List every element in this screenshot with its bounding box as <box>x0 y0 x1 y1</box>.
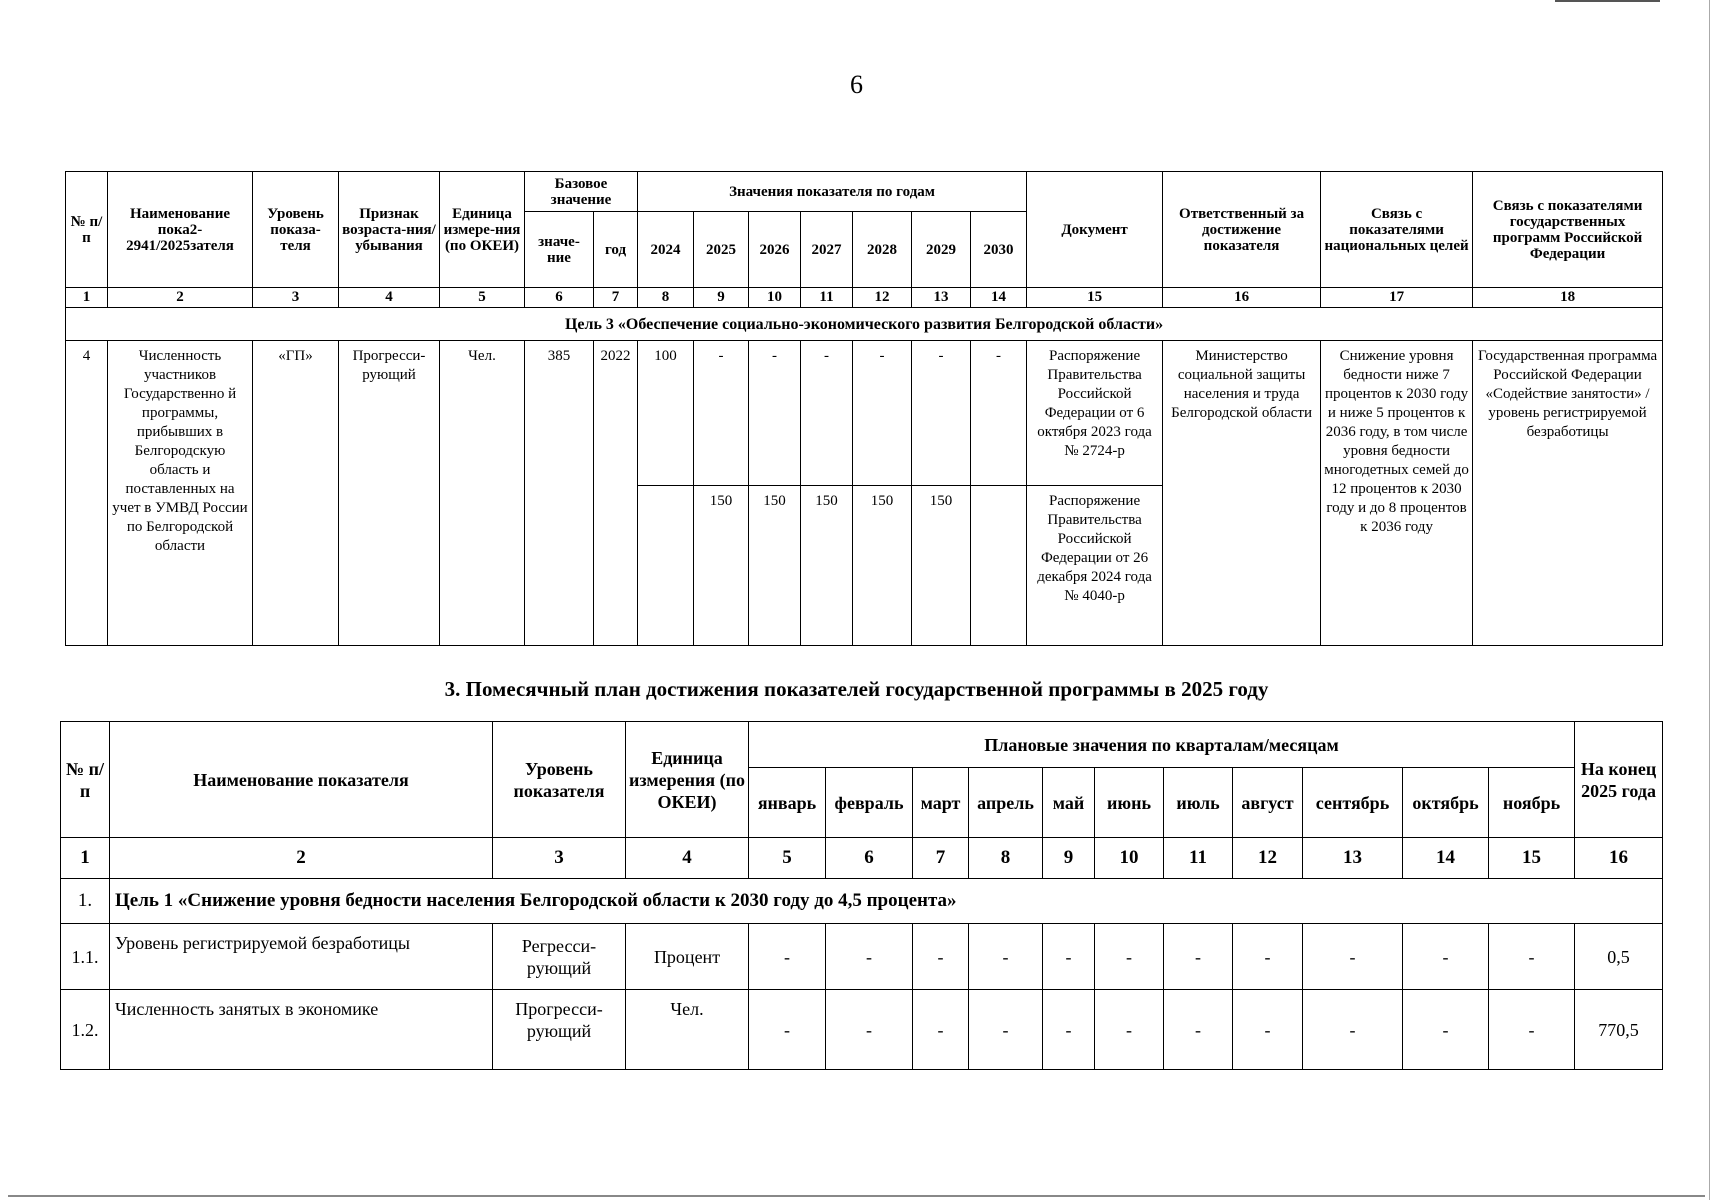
column-number: 18 <box>1473 288 1663 308</box>
year-end-value: 0,5 <box>1575 924 1663 990</box>
goal-row <box>66 308 1663 341</box>
value-2024: 100 <box>638 341 694 486</box>
header-base-year: год <box>594 212 638 288</box>
header-month: март <box>913 768 969 838</box>
column-number: 4 <box>626 838 749 879</box>
month-value: - <box>1233 990 1303 1070</box>
value-2028: 150 <box>853 486 912 646</box>
column-number: 15 <box>1027 288 1163 308</box>
month-value: - <box>1403 924 1489 990</box>
month-value: - <box>1489 990 1575 1070</box>
value-2030-empty <box>971 486 1027 646</box>
goal-num: 1. <box>61 879 110 924</box>
column-number: 1 <box>66 288 108 308</box>
value-2024-empty <box>638 486 694 646</box>
column-number: 12 <box>1233 838 1303 879</box>
value-2026: 150 <box>749 486 801 646</box>
column-number: 12 <box>853 288 912 308</box>
header-years-group: Значения показателя по годам <box>638 172 1027 212</box>
column-number: 8 <box>969 838 1043 879</box>
header-month: сентябрь <box>1303 768 1403 838</box>
column-number: 14 <box>971 288 1027 308</box>
header-month: май <box>1043 768 1095 838</box>
column-number: 10 <box>749 288 801 308</box>
page-number: 6 <box>850 70 863 99</box>
column-number: 6 <box>826 838 913 879</box>
value-2029: - <box>912 341 971 486</box>
column-number: 13 <box>1303 838 1403 879</box>
header-level: Уровень показа-теля <box>253 172 339 288</box>
month-value: - <box>969 990 1043 1070</box>
table-row <box>61 990 1663 1070</box>
header-base-value: значе-ние <box>525 212 594 288</box>
indicator-name: Численность занятых в экономике <box>110 990 493 1070</box>
value-2027: 150 <box>801 486 853 646</box>
value-2025: 150 <box>694 486 749 646</box>
month-value: - <box>1095 990 1164 1070</box>
month-value: - <box>1303 924 1403 990</box>
header-name: Наименование показателя <box>110 722 493 838</box>
header-plan-group: Плановые значения по кварталам/месяцам <box>749 722 1575 768</box>
indicator-unit: Чел. <box>440 341 525 646</box>
header-unit: Единица измере-ния (по ОКЕИ) <box>440 172 525 288</box>
month-value: - <box>749 990 826 1070</box>
national-goals-link: Снижение уровня бедности ниже 7 процентов к 2030 году и ниже 5 процентов к 2036 году, в том числе уровня бедности многодетных семей до 12 процентов к 2030 году и до 8 процентов к 2036 году <box>1321 341 1473 646</box>
header-year: 2030 <box>971 212 1027 288</box>
column-number: 2 <box>110 838 493 879</box>
column-numbers-row <box>61 838 1663 879</box>
right-edge-line <box>1709 0 1710 1200</box>
column-number: 17 <box>1321 288 1473 308</box>
month-value: - <box>826 990 913 1070</box>
row-num: 1.2. <box>61 990 110 1070</box>
bottom-edge-line <box>8 1195 1705 1197</box>
column-number: 10 <box>1095 838 1164 879</box>
header-level: Уровень показателя <box>493 722 626 838</box>
month-value: - <box>1095 924 1164 990</box>
column-number: 16 <box>1575 838 1663 879</box>
month-value: - <box>1403 990 1489 1070</box>
column-number: 8 <box>638 288 694 308</box>
month-value: - <box>1164 924 1233 990</box>
column-number: 16 <box>1163 288 1321 308</box>
table-row <box>66 341 1663 486</box>
indicator-name: Уровень регистрируемой безработицы <box>110 924 493 990</box>
row-num: 1.1. <box>61 924 110 990</box>
value-2030: - <box>971 341 1027 486</box>
header-month: февраль <box>826 768 913 838</box>
month-value: - <box>1233 924 1303 990</box>
column-number: 11 <box>801 288 853 308</box>
header-responsible: Ответственный за достижение показателя <box>1163 172 1321 288</box>
value-2026: - <box>749 341 801 486</box>
header-national-goals: Связь с показателями национальных целей <box>1321 172 1473 288</box>
value-2028: - <box>853 341 912 486</box>
monthly-plan-table <box>60 721 1663 1070</box>
top-edge-line <box>1555 0 1660 2</box>
state-programs-link: Государственная программа Российской Федерации «Содействие занятости» / уровень регистрируемой безработицы <box>1473 341 1663 646</box>
column-number: 13 <box>912 288 971 308</box>
indicator-trend: Прогресси-рующий <box>339 341 440 646</box>
header-num: № п/п <box>61 722 110 838</box>
document-a: Распоряжение Правительства Российской Федерации от 6 октября 2023 года № 2724-р <box>1027 341 1163 486</box>
header-unit: Единица измерения (по ОКЕИ) <box>626 722 749 838</box>
indicator-name: Численность участников Государственно й программы, прибывших в Белгородскую область и поставленных на учет в УМВД России по Белгородской области <box>108 341 253 646</box>
header-month: июнь <box>1095 768 1164 838</box>
column-number: 2 <box>108 288 253 308</box>
header-year: 2026 <box>749 212 801 288</box>
header-month: июль <box>1164 768 1233 838</box>
header-year-end: На конец 2025 года <box>1575 722 1663 838</box>
column-number: 14 <box>1403 838 1489 879</box>
month-value: - <box>1043 924 1095 990</box>
base-value: 385 <box>525 341 594 646</box>
column-number: 5 <box>749 838 826 879</box>
header-base: Базовое значение <box>525 172 638 212</box>
column-number: 6 <box>525 288 594 308</box>
indicator-level: Прогресси-рующий <box>493 990 626 1070</box>
year-end-value: 770,5 <box>1575 990 1663 1070</box>
row-num: 4 <box>66 341 108 646</box>
base-year: 2022 <box>594 341 638 646</box>
month-value: - <box>1164 990 1233 1070</box>
document-b: Распоряжение Правительства Российской Федерации от 26 декабря 2024 года № 4040-р <box>1027 486 1163 646</box>
header-name: Наименование пока2-2941/2025зателя <box>108 172 253 288</box>
column-number: 3 <box>253 288 339 308</box>
table-row <box>61 924 1663 990</box>
header-num: № п/п <box>66 172 108 288</box>
column-number: 9 <box>1043 838 1095 879</box>
header-document: Документ <box>1027 172 1163 288</box>
indicator-unit: Чел. <box>626 990 749 1070</box>
month-value: - <box>913 924 969 990</box>
month-value: - <box>826 924 913 990</box>
goal-1-title: Цель 1 «Снижение уровня бедности населения Белгородской области к 2030 году до 4,5 процента» <box>110 879 1663 924</box>
header-state-programs: Связь с показателями государственных программ Российской Федерации <box>1473 172 1663 288</box>
month-value: - <box>1303 990 1403 1070</box>
column-numbers-row <box>66 288 1663 308</box>
header-year: 2024 <box>638 212 694 288</box>
header-year: 2027 <box>801 212 853 288</box>
column-number: 3 <box>493 838 626 879</box>
column-number: 9 <box>694 288 749 308</box>
indicator-unit: Процент <box>626 924 749 990</box>
month-value: - <box>749 924 826 990</box>
column-number: 4 <box>339 288 440 308</box>
indicators-table <box>65 171 1663 646</box>
header-month: январь <box>749 768 826 838</box>
header-year: 2028 <box>853 212 912 288</box>
section-3-title: 3. Помесячный план достижения показателей государственной программы в 2025 году <box>444 677 1269 701</box>
goal-row <box>61 879 1663 924</box>
month-value: - <box>913 990 969 1070</box>
value-2025: - <box>694 341 749 486</box>
column-number: 5 <box>440 288 525 308</box>
month-value: - <box>1043 990 1095 1070</box>
month-value: - <box>1489 924 1575 990</box>
value-2027: - <box>801 341 853 486</box>
column-number: 7 <box>594 288 638 308</box>
header-year: 2025 <box>694 212 749 288</box>
indicator-level: «ГП» <box>253 341 339 646</box>
month-value: - <box>969 924 1043 990</box>
goal-3-title: Цель 3 «Обеспечение социально-экономического развития Белгородской области» <box>66 308 1663 341</box>
header-trend: Признак возраста-ния/ убывания <box>339 172 440 288</box>
column-number: 7 <box>913 838 969 879</box>
header-year: 2029 <box>912 212 971 288</box>
column-number: 1 <box>61 838 110 879</box>
header-month: август <box>1233 768 1303 838</box>
responsible: Министерство социальной защиты населения и труда Белгородской области <box>1163 341 1321 646</box>
column-number: 11 <box>1164 838 1233 879</box>
header-month: октябрь <box>1403 768 1489 838</box>
column-number: 15 <box>1489 838 1575 879</box>
header-month: ноябрь <box>1489 768 1575 838</box>
header-month: апрель <box>969 768 1043 838</box>
indicator-level: Регресси-рующий <box>493 924 626 990</box>
value-2029: 150 <box>912 486 971 646</box>
